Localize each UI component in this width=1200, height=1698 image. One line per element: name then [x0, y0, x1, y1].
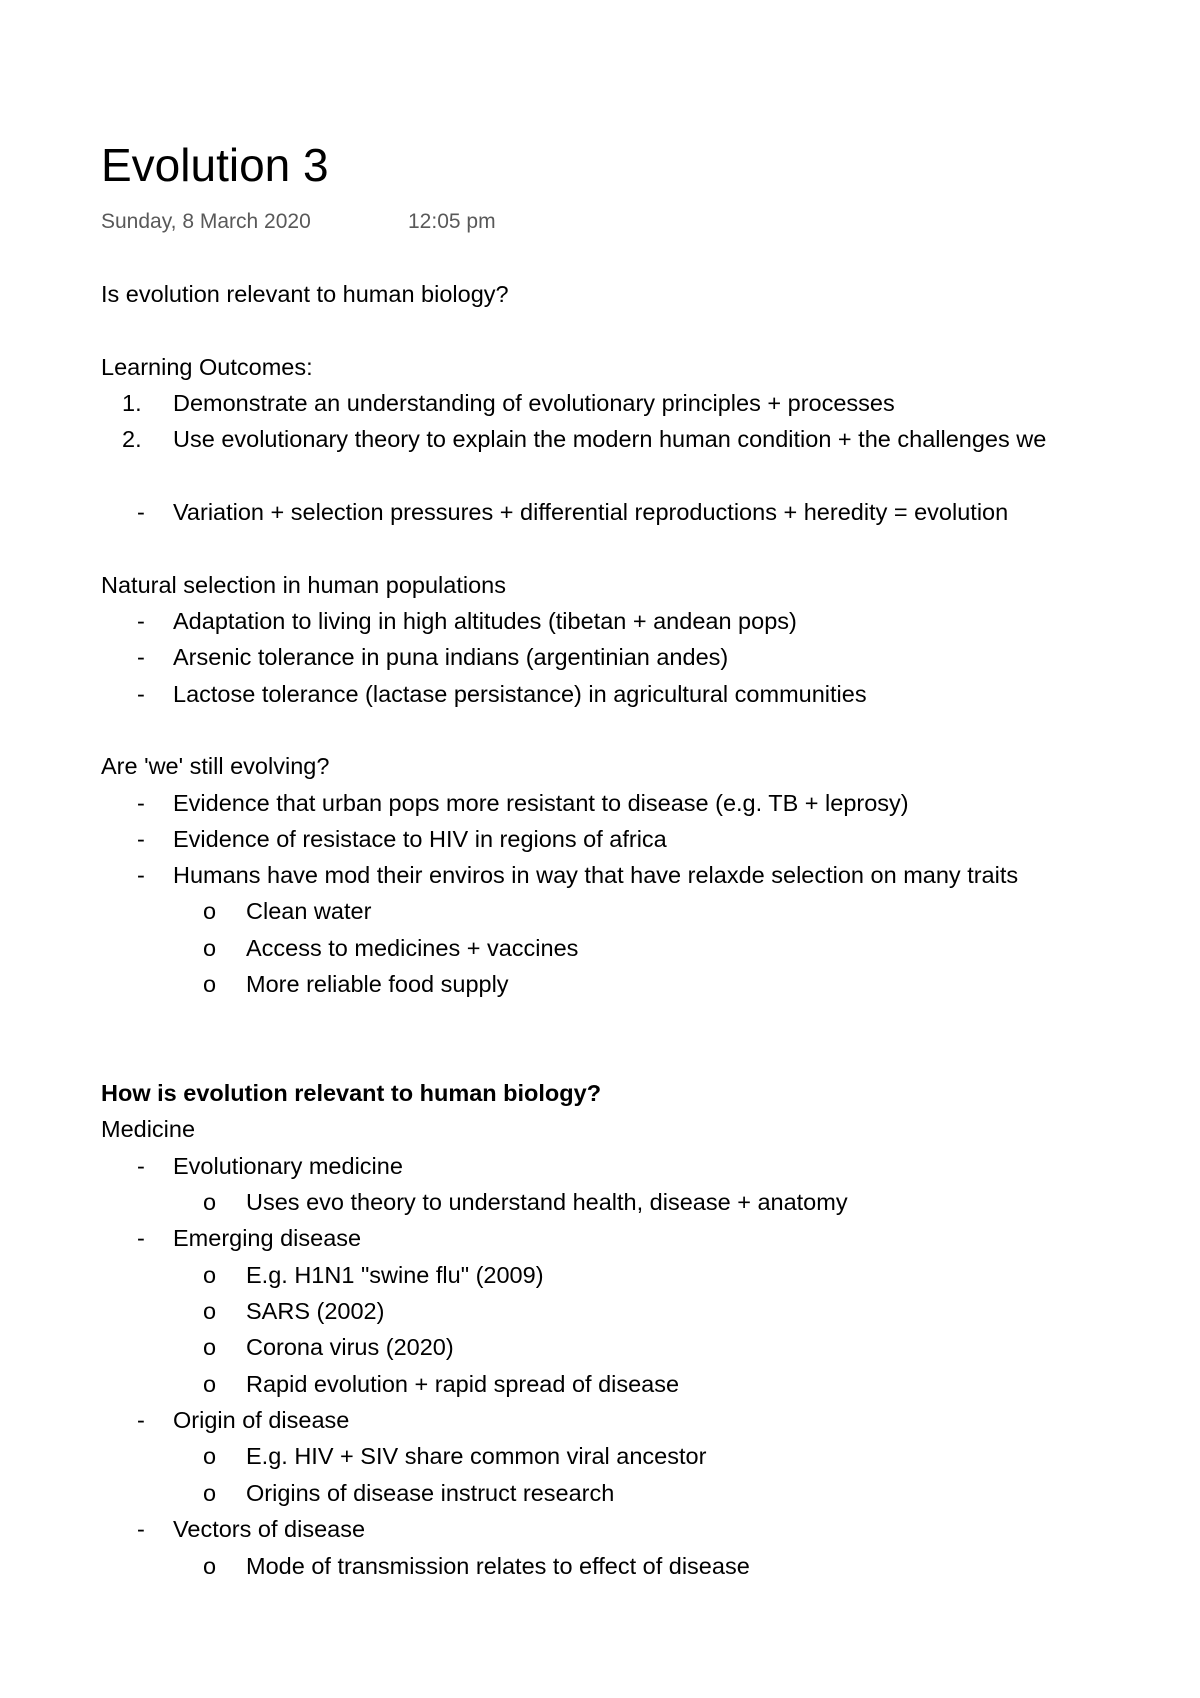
- note-date: Sunday, 8 March 2020: [101, 210, 311, 233]
- line-text: Origins of disease instruct research: [246, 1480, 615, 1506]
- circle-bullet: o: [203, 971, 217, 997]
- dash-bullet: -: [137, 608, 145, 634]
- dash-bullet: -: [137, 499, 145, 525]
- line-text: Rapid evolution + rapid spread of disease: [246, 1371, 680, 1397]
- line-text: How is evolution relevant to human biology?: [101, 1080, 602, 1106]
- circle-bullet: o: [203, 1443, 217, 1469]
- note-time: 12:05 pm: [408, 210, 496, 233]
- line-text: Is evolution relevant to human biology?: [101, 281, 509, 307]
- dash-bullet: -: [137, 1407, 145, 1433]
- line-text: Vectors of disease: [173, 1516, 366, 1542]
- line-text: Use evolutionary theory to explain the modern human condition + the challenges we: [173, 426, 1047, 452]
- line-text: Origin of disease: [173, 1407, 350, 1433]
- circle-bullet: o: [203, 898, 217, 924]
- list-number: 1.: [122, 390, 142, 416]
- dash-bullet: -: [137, 1516, 145, 1542]
- line-text: Evolutionary medicine: [173, 1153, 403, 1179]
- line-text: Evidence of resistace to HIV in regions of africa: [173, 826, 667, 852]
- line-text: More reliable food supply: [246, 971, 509, 997]
- line-text: Natural selection in human populations: [101, 572, 506, 598]
- line-text: E.g. H1N1 "swine flu" (2009): [246, 1262, 544, 1288]
- list-number: 2.: [122, 426, 142, 452]
- line-text: E.g. HIV + SIV share common viral ancestor: [246, 1443, 707, 1469]
- circle-bullet: o: [203, 1480, 217, 1506]
- dash-bullet: -: [137, 826, 145, 852]
- dash-bullet: -: [137, 681, 145, 707]
- line-text: Medicine: [101, 1116, 196, 1142]
- circle-bullet: o: [203, 1371, 217, 1397]
- line-text: Lactose tolerance (lactase persistance) in agricultural communities: [173, 681, 867, 707]
- page-title: Evolution 3: [101, 139, 329, 191]
- line-text: Corona virus (2020): [246, 1334, 454, 1360]
- line-text: Emerging disease: [173, 1225, 362, 1251]
- line-text: Are 'we' still evolving?: [101, 753, 330, 779]
- circle-bullet: o: [203, 1189, 217, 1215]
- circle-bullet: o: [203, 1298, 217, 1324]
- dash-bullet: -: [137, 644, 145, 670]
- circle-bullet: o: [203, 1334, 217, 1360]
- line-text: Arsenic tolerance in puna indians (argentinian andes): [173, 644, 729, 670]
- dash-bullet: -: [137, 790, 145, 816]
- line-text: Humans have mod their enviros in way that have relaxde selection on many traits: [173, 862, 1019, 888]
- line-text: Mode of transmission relates to effect of disease: [246, 1553, 750, 1579]
- dash-bullet: -: [137, 862, 145, 888]
- dash-bullet: -: [137, 1153, 145, 1179]
- line-text: Uses evo theory to understand health, disease + anatomy: [246, 1189, 848, 1215]
- circle-bullet: o: [203, 935, 217, 961]
- line-text: Evidence that urban pops more resistant to disease (e.g. TB + leprosy): [173, 790, 909, 816]
- line-text: Variation + selection pressures + differential reproductions + heredity = evolution: [173, 499, 1009, 525]
- line-text: SARS (2002): [246, 1298, 385, 1324]
- line-text: Adaptation to living in high altitudes (tibetan + andean pops): [173, 608, 797, 634]
- circle-bullet: o: [203, 1262, 217, 1288]
- dash-bullet: -: [137, 1225, 145, 1251]
- circle-bullet: o: [203, 1553, 217, 1579]
- line-text: Clean water: [246, 898, 372, 924]
- line-text: Learning Outcomes:: [101, 354, 313, 380]
- line-text: Demonstrate an understanding of evolutionary principles + processes: [173, 390, 895, 416]
- line-text: Access to medicines + vaccines: [246, 935, 579, 961]
